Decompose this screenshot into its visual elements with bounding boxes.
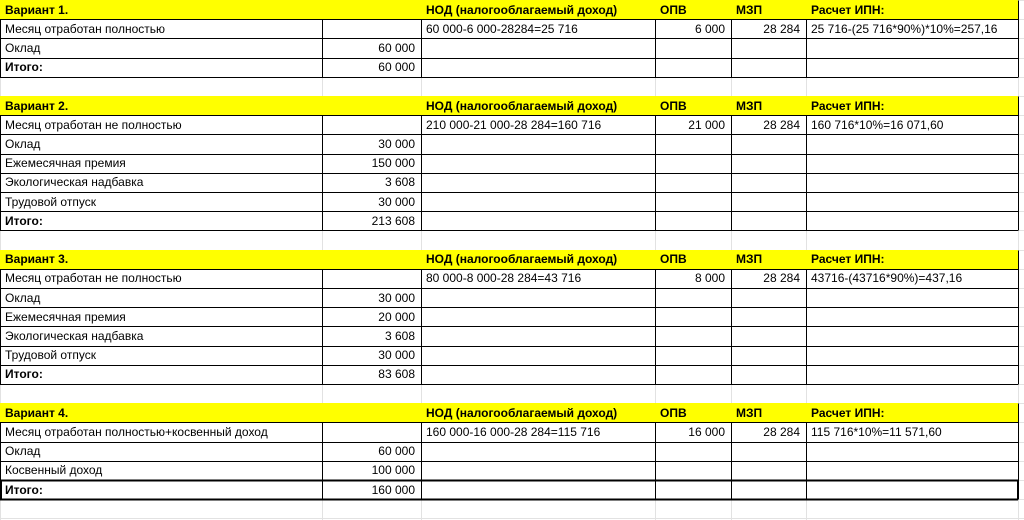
income-item-label[interactable]: Ежемесячная премия [5,156,126,171]
variant-title[interactable]: Вариант 3. [5,252,69,267]
income-item-label[interactable]: Экологическая надбавка [5,328,144,343]
header-mzp[interactable]: МЗП [736,252,763,267]
income-item-value[interactable]: 3 608 [384,175,415,190]
header-opv[interactable]: ОПВ [660,98,687,113]
variant-title[interactable]: Вариант 2. [5,98,69,113]
nod-calculation[interactable]: 210 000-21 000-28 284=160 716 [426,117,602,132]
opv-value[interactable]: 8 000 [694,271,725,286]
total-value[interactable]: 60 000 [378,60,415,75]
income-item-label[interactable]: Оклад [5,290,41,305]
opv-value[interactable]: 6 000 [694,21,725,36]
variant-title[interactable]: Вариант 4. [5,405,69,420]
income-item-value[interactable]: 3 608 [384,328,415,343]
total-label[interactable]: Итого: [5,213,43,228]
income-item-value[interactable]: 100 000 [371,463,415,478]
income-item-value[interactable]: 30 000 [378,348,415,363]
income-item-label[interactable]: Косвенный доход [5,463,103,478]
month-status[interactable]: Месяц отработан полностью+косвенный доход [5,424,268,439]
income-item-label[interactable]: Трудовой отпуск [5,348,96,363]
header-opv[interactable]: ОПВ [660,2,687,17]
opv-value[interactable]: 16 000 [688,424,725,439]
month-status[interactable]: Месяц отработан полностью [5,21,166,36]
opv-value[interactable]: 21 000 [688,117,725,132]
income-item-label[interactable]: Оклад [5,444,41,459]
income-item-value[interactable]: 30 000 [378,290,415,305]
header-ipn[interactable]: Расчет ИПН: [811,98,885,113]
header-opv[interactable]: ОПВ [660,405,687,420]
income-item-value[interactable]: 30 000 [378,194,415,209]
total-value[interactable]: 83 608 [378,367,415,382]
header-ipn[interactable]: Расчет ИПН: [811,2,885,17]
income-item-value[interactable]: 30 000 [378,136,415,151]
total-label[interactable]: Итого: [5,60,43,75]
mzp-value[interactable]: 28 284 [763,424,800,439]
nod-calculation[interactable]: 160 000-16 000-28 284=115 716 [426,424,601,439]
header-nod[interactable]: НОД (налогооблагаемый доход) [426,2,618,17]
month-status[interactable]: Месяц отработан не полностью [5,271,182,286]
header-nod[interactable]: НОД (налогооблагаемый доход) [426,252,618,267]
header-mzp[interactable]: МЗП [736,2,763,17]
total-label[interactable]: Итого: [5,482,43,497]
income-item-label[interactable]: Трудовой отпуск [5,194,96,209]
total-value[interactable]: 160 000 [371,482,415,497]
header-opv[interactable]: ОПВ [660,252,687,267]
total-label[interactable]: Итого: [5,367,43,382]
mzp-value[interactable]: 28 284 [763,271,800,286]
ipn-calculation[interactable]: 160 716*10%=16 071,60 [811,117,944,132]
ipn-calculation[interactable]: 25 716-(25 716*90%)*10%=257,16 [811,21,998,36]
ipn-calculation[interactable]: 43716-(43716*90%)=437,16 [811,271,963,286]
income-item-label[interactable]: Ежемесячная премия [5,309,126,324]
income-item-label[interactable]: Оклад [5,40,41,55]
header-ipn[interactable]: Расчет ИПН: [811,252,885,267]
nod-calculation[interactable]: 80 000-8 000-28 284=43 716 [426,271,582,286]
month-status[interactable]: Месяц отработан не полностью [5,117,182,132]
mzp-value[interactable]: 28 284 [763,21,800,36]
header-nod[interactable]: НОД (налогооблагаемый доход) [426,98,618,113]
header-ipn[interactable]: Расчет ИПН: [811,405,885,420]
income-item-value[interactable]: 150 000 [371,156,415,171]
income-item-label[interactable]: Оклад [5,136,41,151]
mzp-value[interactable]: 28 284 [763,117,800,132]
nod-calculation[interactable]: 60 000-6 000-28284=25 716 [426,21,578,36]
income-item-label[interactable]: Экологическая надбавка [5,175,144,190]
header-mzp[interactable]: МЗП [736,98,763,113]
income-item-value[interactable]: 60 000 [378,444,415,459]
header-nod[interactable]: НОД (налогооблагаемый доход) [426,405,618,420]
header-mzp[interactable]: МЗП [736,405,763,420]
variant-title[interactable]: Вариант 1. [5,2,69,17]
income-item-value[interactable]: 60 000 [378,40,415,55]
income-item-value[interactable]: 20 000 [378,309,415,324]
ipn-calculation[interactable]: 115 716*10%=11 571,60 [811,424,942,439]
total-value[interactable]: 213 608 [371,213,415,228]
